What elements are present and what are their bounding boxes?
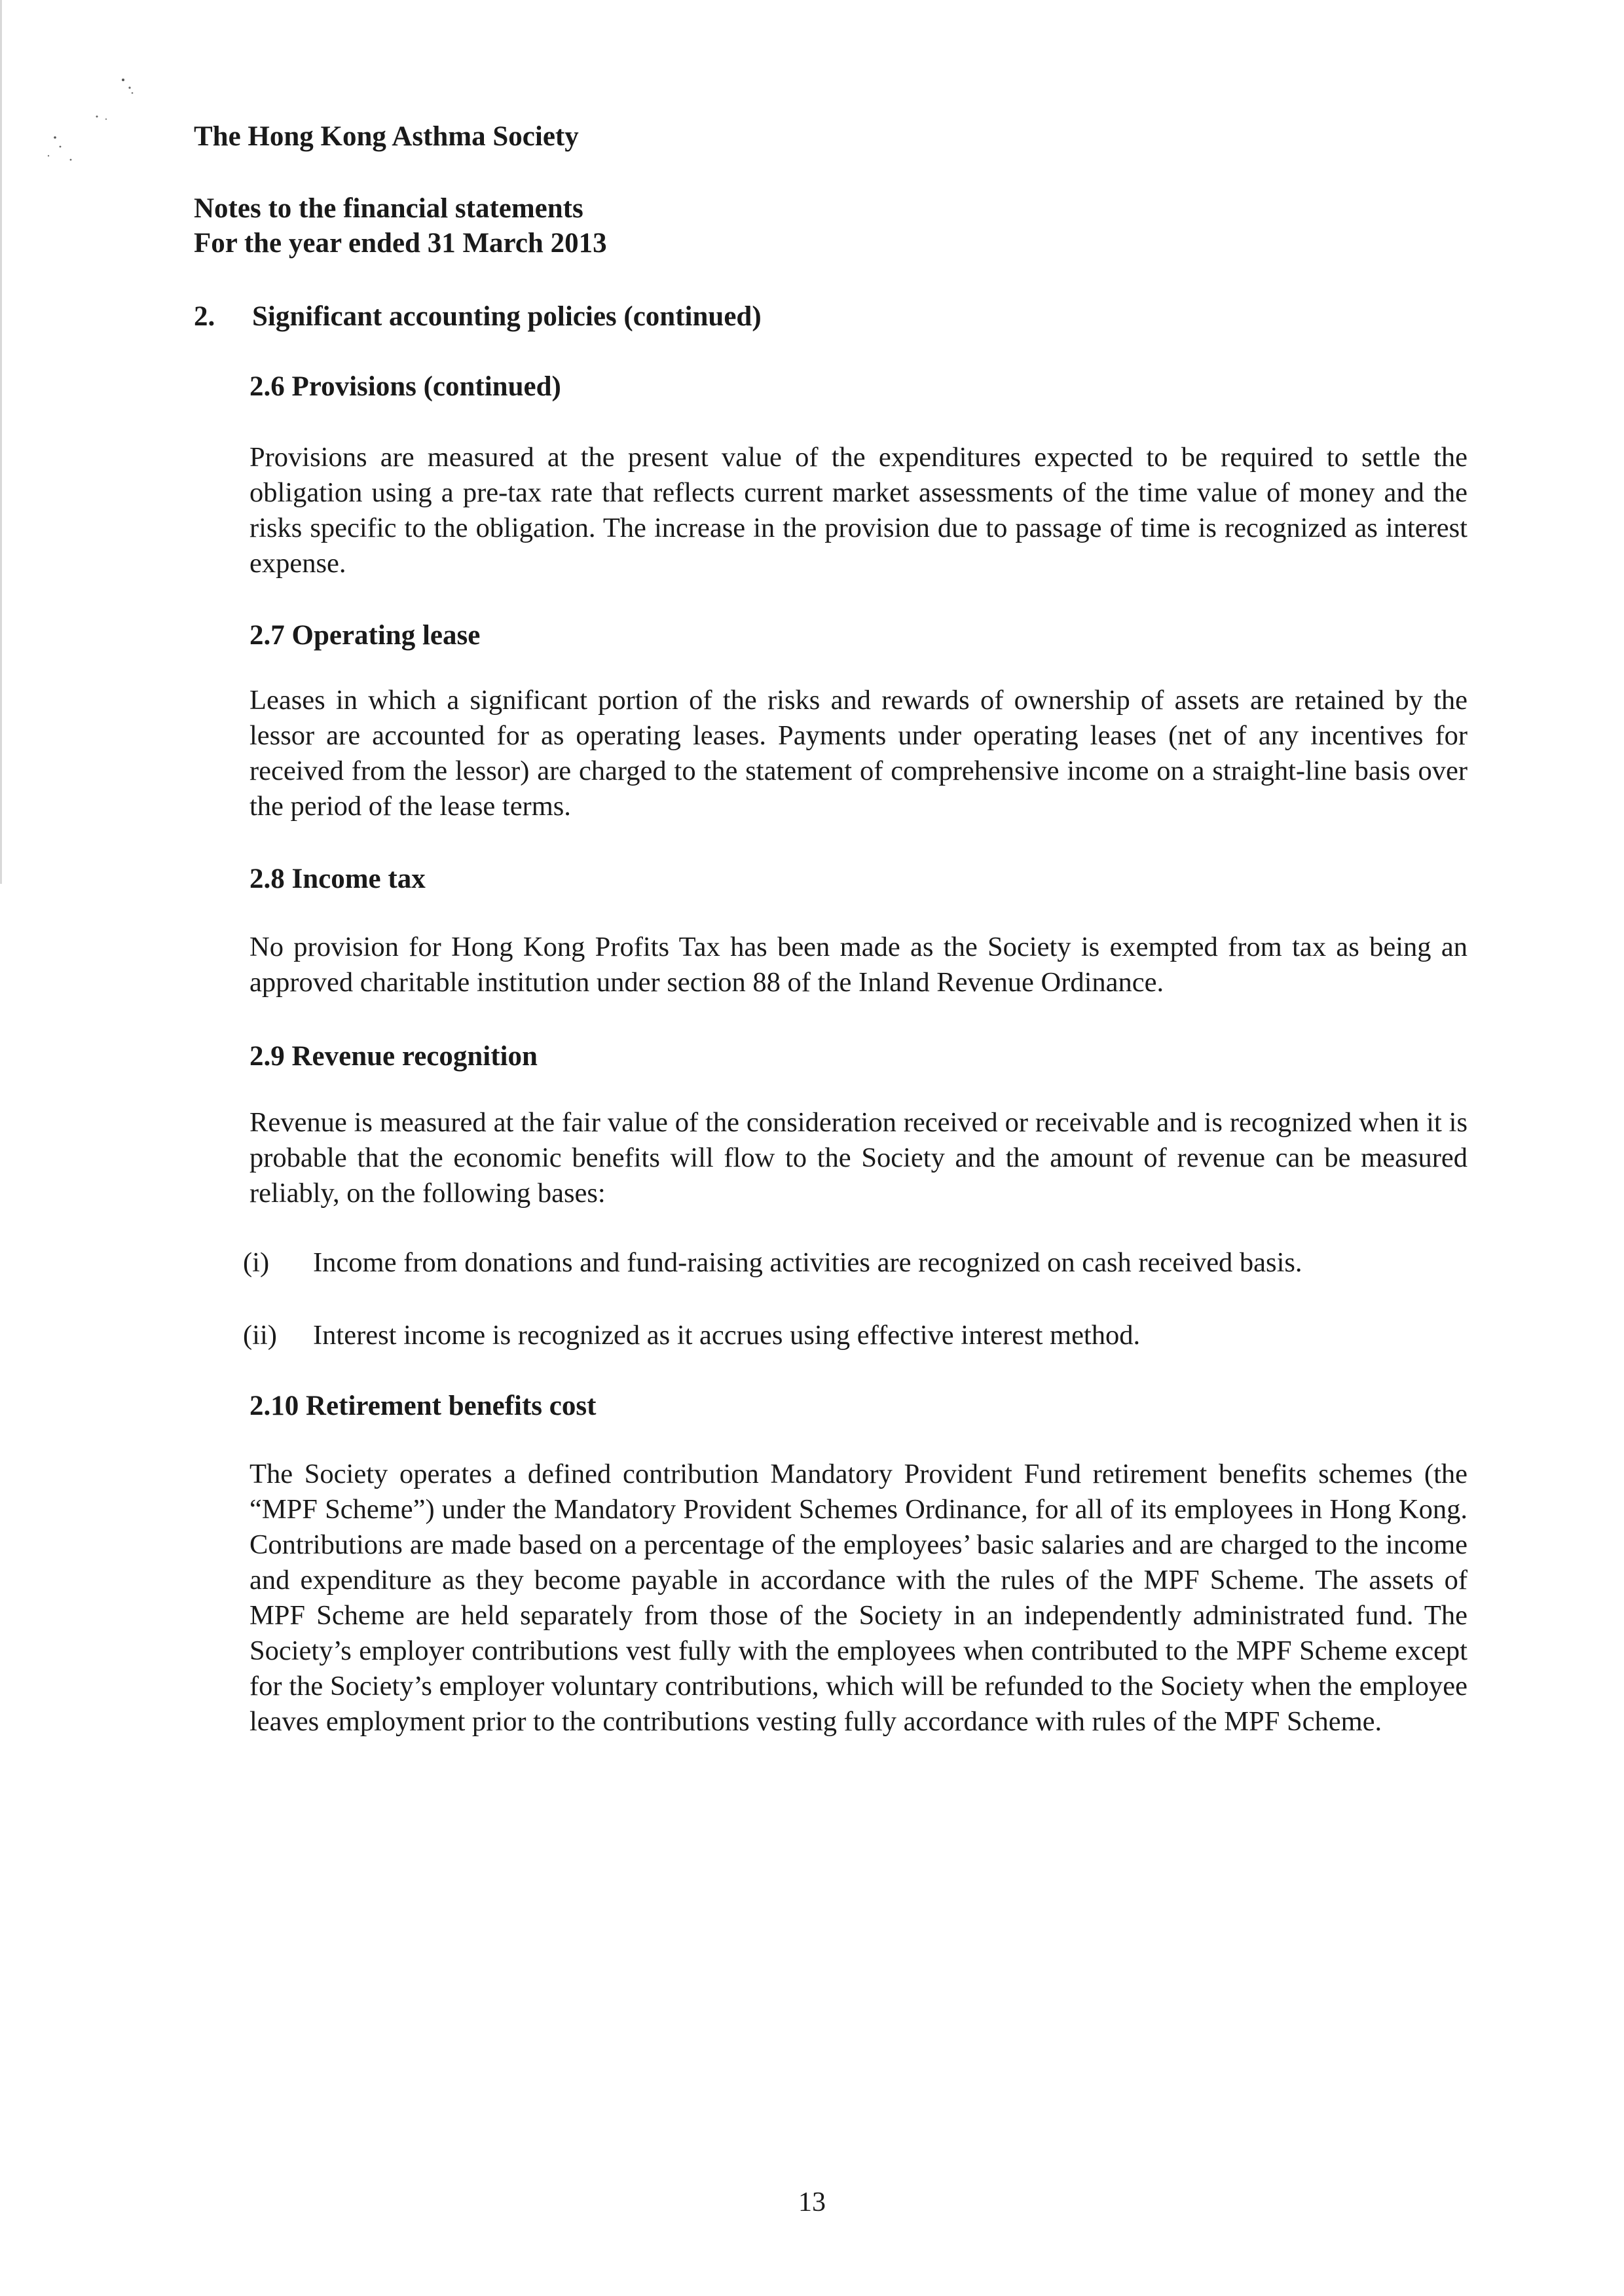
list-item: [243, 1245, 1474, 1281]
paragraph-provisions: Provisions are measured at the present value of the expenditures expected to be required to settle the obligation using a pre-tax rate that reflects current market assessments of the time value of money and the risks specific to the obligation. The increase in the provision due to passage of time is recognized as interest expense.: [249, 442, 1467, 579]
reporting-period: For the year ended 31 March 2013: [194, 228, 607, 259]
list-item-text: Interest income is recognized as it accrues using effective interest method.: [313, 1320, 1141, 1351]
organization-name: The Hong Kong Asthma Society: [194, 121, 579, 152]
paragraph-income-tax: No provision for Hong Kong Profits Tax has been made as the Society is exempted from tax as being an approved charitable institution under section 88 of the Inland Revenue Ordinance.: [249, 932, 1467, 998]
subsection-title-operating-lease: 2.7 Operating lease: [249, 620, 481, 651]
page-number: 13: [798, 2187, 826, 2217]
paragraph-operating-lease: Leases in which a significant portion of the risks and rewards of ownership of assets are retained by the lessor are accounted for as operating leases. Payments under operating leases (net of any incentives for received from the lessor) are charged to the statement of comprehensive income on a straight-line basis over the period of the lease terms.: [249, 685, 1467, 822]
document-subtitle: Notes to the financial statements: [194, 193, 583, 224]
subsection-title-revenue-recognition: 2.9 Revenue recognition: [249, 1041, 538, 1072]
list-item-number: (i): [243, 1247, 270, 1278]
section-title: Significant accounting policies (continued): [252, 301, 762, 332]
scan-specks-decoration: [39, 65, 144, 170]
section-heading: [194, 300, 762, 334]
paragraph-revenue-recognition: Revenue is measured at the fair value of the consideration received or receivable and is recognized when it is probable that the economic benefits will flow to the Society and the amount of revenue can be measured reliably, on the following bases:: [249, 1107, 1467, 1209]
list-item-number: (ii): [243, 1320, 277, 1351]
subsection-title-provisions: 2.6 Provisions (continued): [249, 371, 561, 402]
paragraph-retirement-benefits: The Society operates a defined contribution Mandatory Provident Fund retirement benefits schemes (the “MPF Scheme”) under the Mandatory Provident Schemes Ordinance, for all of its employees in Hong Kong. Contributions are made based on a percentage of the employees’ basic salaries and are charged to the income and expenditure as they become payable in accordance with the rules of the MPF Scheme. The assets of MPF Scheme are held separately from those of the Society in an independently administrated fund. The Society’s employer contributions vest fully with the employees when contributed to the MPF Scheme except for the Society’s employer voluntary contributions, which will be refunded to the Society when the employee leaves employment prior to the contributions vesting fully accordance with rules of the MPF Scheme.: [249, 1459, 1467, 1737]
list-item: [243, 1318, 1474, 1353]
subsection-title-income-tax: 2.8 Income tax: [249, 864, 426, 894]
scan-edge-shadow: [0, 0, 2, 884]
list-item-text: Income from donations and fund-raising activities are recognized on cash received basis.: [313, 1247, 1302, 1278]
section-number: 2.: [194, 301, 215, 332]
subsection-title-retirement-benefits: 2.10 Retirement benefits cost: [249, 1391, 597, 1421]
